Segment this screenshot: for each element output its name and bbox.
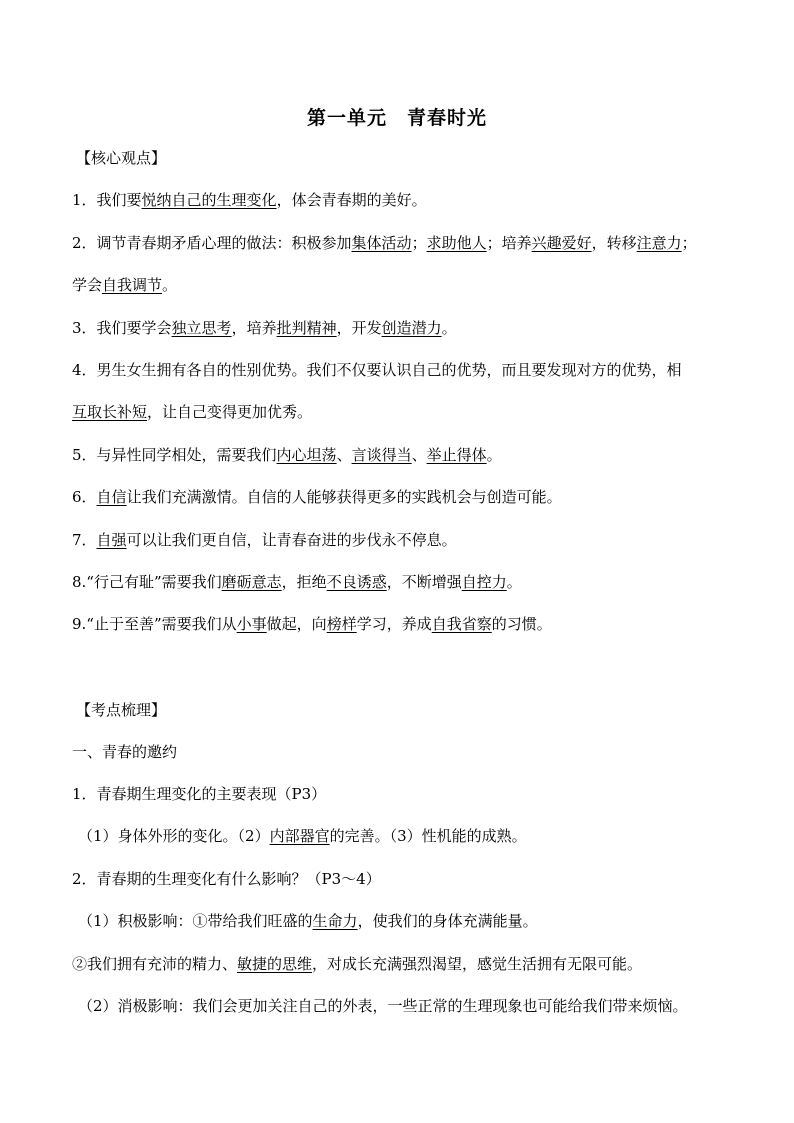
exam-item bbox=[72, 742, 177, 762]
core-item bbox=[72, 233, 697, 253]
text-segment: （2）消极影响：我们会更加关注自己的外表，一些正常的生理现象也可能给我们带来烦恼。 bbox=[78, 997, 688, 1015]
text-segment: ，开发 bbox=[336, 319, 382, 337]
text-segment: ，对成长充满强烈渴望，感觉生活拥有无限可能。 bbox=[312, 955, 643, 973]
underlined-keyword: 不良诱惑 bbox=[326, 573, 387, 591]
text-segment: 。 bbox=[506, 573, 522, 591]
underlined-keyword: 举止得体 bbox=[426, 446, 487, 464]
core-item bbox=[72, 318, 457, 338]
text-segment: ②我们拥有充沛的精力、 bbox=[72, 955, 238, 973]
core-item bbox=[72, 614, 552, 634]
text-segment: ，转移 bbox=[591, 234, 637, 252]
underlined-keyword: 独立思考 bbox=[171, 319, 232, 337]
text-segment: ，拒绝 bbox=[281, 573, 327, 591]
text-segment: 5．与异性同学相处，需要我们 bbox=[72, 446, 277, 464]
exam-item bbox=[72, 954, 642, 974]
underlined-keyword: 内心坦荡 bbox=[276, 446, 337, 464]
underlined-keyword: 悦纳自己的生理变化 bbox=[141, 191, 277, 209]
text-segment: 。 bbox=[162, 276, 178, 294]
text-segment: 7． bbox=[72, 531, 97, 549]
text-segment: 6． bbox=[72, 488, 97, 506]
underlined-keyword: 生命力 bbox=[312, 912, 358, 930]
text-segment: 。 bbox=[441, 319, 457, 337]
text-segment: 8.“行己有耻”需要我们 bbox=[72, 573, 222, 591]
underlined-keyword: 自强 bbox=[96, 531, 127, 549]
core-item bbox=[72, 530, 457, 550]
underlined-keyword: 自我调节 bbox=[102, 276, 163, 294]
underlined-keyword: 自我省察 bbox=[431, 615, 492, 633]
underlined-keyword: 磨砺意志 bbox=[221, 573, 282, 591]
text-segment: 学会 bbox=[72, 276, 103, 294]
text-segment: （1）身体外形的变化。（2） bbox=[78, 827, 270, 845]
core-item bbox=[72, 445, 502, 465]
underlined-keyword: 内部器官 bbox=[269, 827, 330, 845]
exam-item bbox=[78, 826, 527, 846]
exam-points-heading: 【考点梳理】 bbox=[76, 701, 167, 719]
exam-item bbox=[72, 784, 326, 804]
text-segment: ； bbox=[411, 234, 427, 252]
text-segment: 4．男生女生拥有各自的性别优势。我们不仅要认识自己的优势，而且要发现对方的优势，相 bbox=[72, 361, 682, 379]
page-title: 第一单元 青春时光 bbox=[306, 107, 487, 129]
text-segment: 1．我们要 bbox=[72, 191, 142, 209]
underlined-keyword: 注意力 bbox=[636, 234, 682, 252]
text-segment: 、 bbox=[336, 446, 352, 464]
text-segment: ，培养 bbox=[231, 319, 277, 337]
underlined-keyword: 批判精神 bbox=[276, 319, 337, 337]
exam-item bbox=[78, 911, 538, 931]
text-segment: 、 bbox=[411, 446, 427, 464]
text-segment: 1．青春期生理变化的主要表现（P3） bbox=[72, 785, 327, 803]
text-segment: 2．青春期的生理变化有什么影响？（P3～4） bbox=[72, 870, 381, 888]
text-segment: 3．我们要学会 bbox=[72, 319, 172, 337]
underlined-keyword: 求助他人 bbox=[426, 234, 487, 252]
underlined-keyword: 自控力 bbox=[461, 573, 507, 591]
text-segment: ；培养 bbox=[486, 234, 532, 252]
underlined-keyword: 集体活动 bbox=[351, 234, 412, 252]
text-segment: （1）积极影响：①带给我们旺盛的 bbox=[78, 912, 313, 930]
underlined-keyword: 创造潜力 bbox=[381, 319, 442, 337]
text-segment: 一、青春的邀约 bbox=[72, 743, 178, 761]
exam-item bbox=[72, 869, 381, 889]
underlined-keyword: 互取长补短 bbox=[72, 403, 148, 421]
text-segment: 让我们充满激情。自信的人能够获得更多的实践机会与创造可能。 bbox=[126, 488, 562, 506]
core-item bbox=[72, 402, 312, 422]
core-viewpoints-heading: 【核心观点】 bbox=[76, 149, 167, 167]
text-segment: ； bbox=[681, 234, 697, 252]
text-segment: ，体会青春期的美好。 bbox=[276, 191, 427, 209]
underlined-keyword: 自信 bbox=[96, 488, 127, 506]
text-segment: 。 bbox=[486, 446, 502, 464]
core-item bbox=[72, 487, 562, 507]
text-segment: 可以让我们更自信，让青春奋进的步伐永不停息。 bbox=[126, 531, 457, 549]
core-item bbox=[72, 275, 177, 295]
text-segment: 9.“止于至善”需要我们从 bbox=[72, 615, 237, 633]
underlined-keyword: 言谈得当 bbox=[351, 446, 412, 464]
underlined-keyword: 榜样 bbox=[326, 615, 357, 633]
core-item bbox=[72, 572, 522, 592]
core-item bbox=[72, 360, 682, 380]
text-segment: 的完善。（3）性机能的成熟。 bbox=[329, 827, 527, 845]
text-segment: ，不断增强 bbox=[386, 573, 462, 591]
text-segment: 的习惯。 bbox=[491, 615, 552, 633]
core-item bbox=[72, 190, 427, 210]
text-segment: ，让自己变得更加优秀。 bbox=[147, 403, 313, 421]
text-segment: 2．调节青春期矛盾心理的做法：积极参加 bbox=[72, 234, 352, 252]
text-segment: ，使我们的身体充满能量。 bbox=[357, 912, 538, 930]
underlined-keyword: 兴趣爱好 bbox=[531, 234, 592, 252]
underlined-keyword: 敏捷的思维 bbox=[237, 955, 313, 973]
underlined-keyword: 小事 bbox=[236, 615, 267, 633]
text-segment: 学习，养成 bbox=[356, 615, 432, 633]
text-segment: 做起，向 bbox=[266, 615, 327, 633]
exam-item bbox=[78, 996, 688, 1016]
